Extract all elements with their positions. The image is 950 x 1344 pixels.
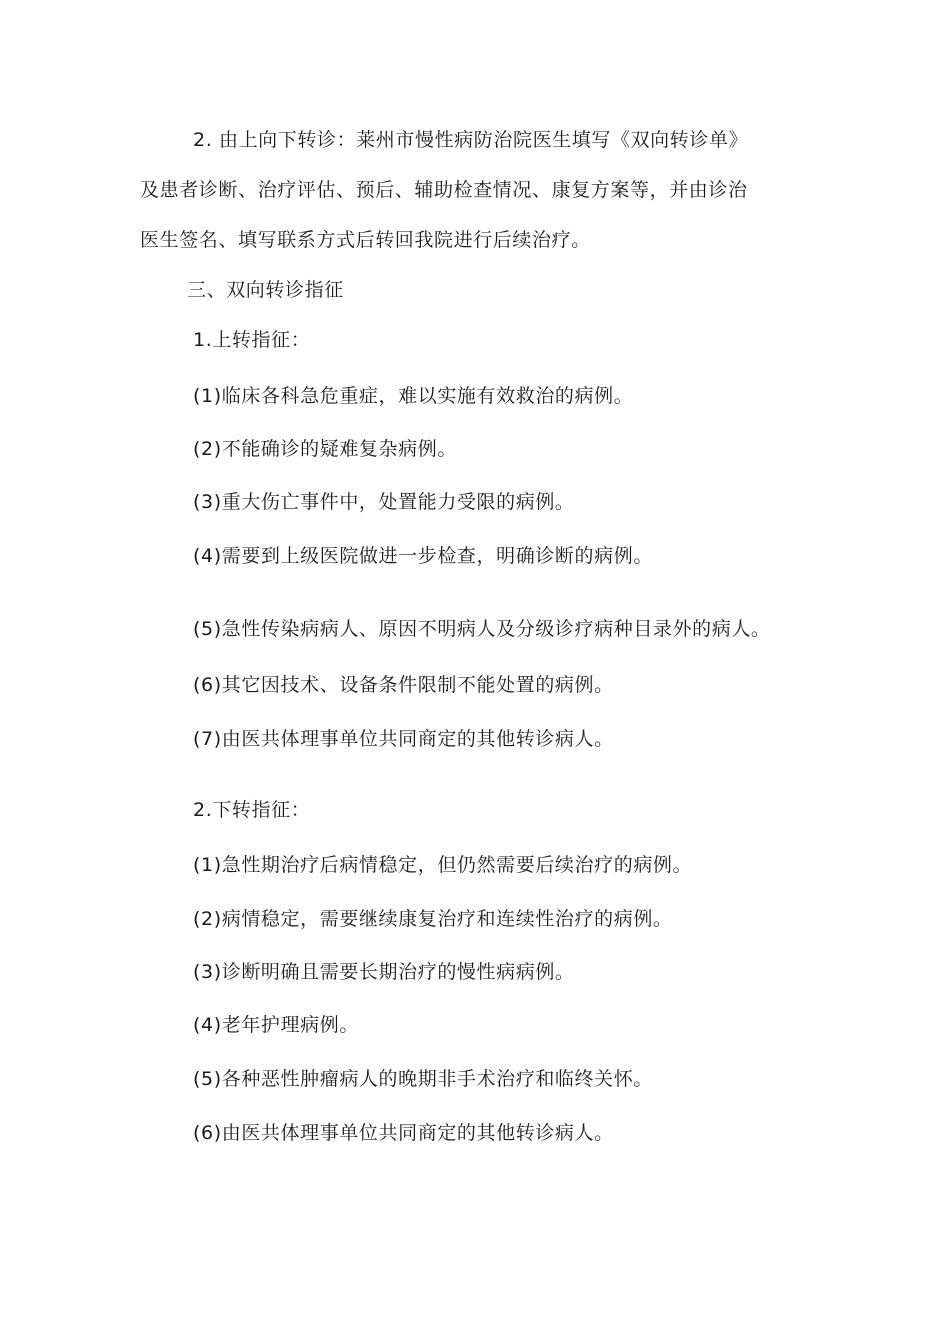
downward-item-1: (1)急性期治疗后病情稳定，但仍然需要后续治疗的病例。 xyxy=(193,854,693,876)
upward-item-1: (1)临床各科急危重症，难以实施有效救治的病例。 xyxy=(193,385,634,407)
downward-item-5: (5)各种恶性肿瘤病人的晚期非手术治疗和临终关怀。 xyxy=(193,1068,653,1090)
upward-item-7: (7)由医共体理事单位共同商定的其他转诊病人。 xyxy=(193,728,614,750)
upward-indications-heading: 1.上转指征： xyxy=(193,329,311,351)
downward-item-2: (2)病情稳定，需要继续康复治疗和连续性治疗的病例。 xyxy=(193,908,673,930)
downward-item-6: (6)由医共体理事单位共同商定的其他转诊病人。 xyxy=(193,1122,614,1144)
section-3-title: 三、双向转诊指征 xyxy=(187,279,344,301)
downward-indications-heading: 2.下转指征： xyxy=(193,799,311,821)
paragraph-2-line-2: 及患者诊断、治疗评估、预后、辅助检查情况、康复方案等，并由诊治 xyxy=(140,179,748,201)
upward-item-5: (5)急性传染病病人、原因不明病人及分级诊疗病种目录外的病人。 xyxy=(193,618,771,640)
upward-item-6: (6)其它因技术、设备条件限制不能处置的病例。 xyxy=(193,674,614,696)
upward-item-2: (2)不能确诊的疑难复杂病例。 xyxy=(193,438,457,460)
downward-item-3: (3)诊断明确且需要长期治疗的慢性病病例。 xyxy=(193,961,575,983)
upward-item-3: (3)重大伤亡事件中，处置能力受限的病例。 xyxy=(193,491,575,513)
upward-item-4: (4)需要到上级医院做进一步检查，明确诊断的病例。 xyxy=(193,545,653,567)
paragraph-2-line-1: 2. 由上向下转诊：莱州市慢性病防治院医生填写《双向转诊单》 xyxy=(193,129,749,151)
paragraph-2-line-3: 医生签名、填写联系方式后转回我院进行后续治疗。 xyxy=(140,229,591,251)
downward-item-4: (4)老年护理病例。 xyxy=(193,1014,359,1036)
